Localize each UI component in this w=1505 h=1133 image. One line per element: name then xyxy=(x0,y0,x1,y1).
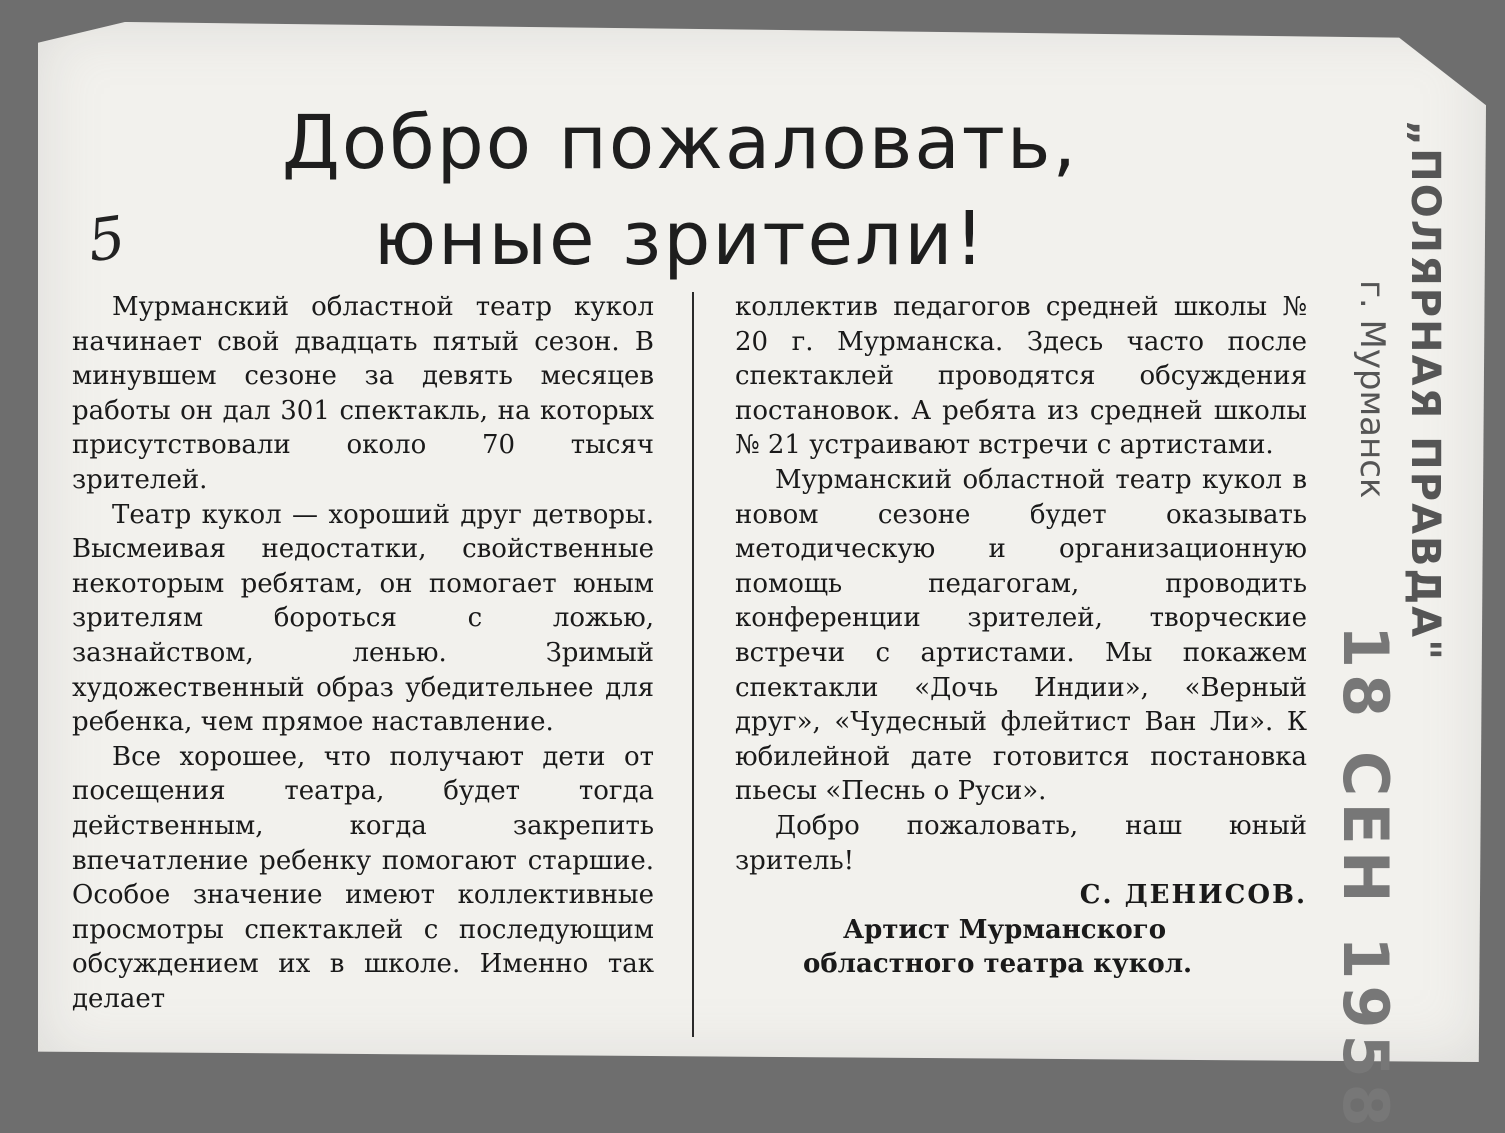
headline-line-2: юные зрители! xyxy=(373,196,987,282)
article-column-right xyxy=(735,290,1307,982)
paragraph: Добро пожаловать, наш юный зритель! xyxy=(735,810,1307,876)
author-name: С. ДЕНИСОВ. xyxy=(1079,880,1307,911)
paragraph: Театр кукол — хороший друг детворы. Высмеивая недостатки, свойственные некоторым ребятам, он помогает юным зрителям бороться с ложью, зазнайством, ленью. Зримый художественный образ убедительнее для ребенка, чем прямое наставление. xyxy=(72,499,654,738)
headline-line-1: Добро пожаловать, xyxy=(282,100,1078,186)
newspaper-stamp xyxy=(1329,120,1480,1133)
handwritten-page-number: 5 xyxy=(83,202,130,276)
paragraph: Все хорошее, что получают дети от посещения театра, будет тогда действенным, когда закрепить впечатление ребенку помогают старшие. Особое значение имеют коллективные просмотры спектаклей с последующим обсуждением их в школе. Именно так делает xyxy=(72,741,654,1014)
author-title: Артист Мурманского областного театра кукол. xyxy=(803,914,1193,980)
stamp-newspaper-name: „ПОЛЯРНАЯ ПРАВДА" xyxy=(1402,120,1448,662)
paragraph: Мурманский областной театр кукол начинает свой двадцать пятый сезон. В минувшем сезоне за девять месяцев работы он дал 301 спектакль, на которых присутствовали около 70 тысяч зрителей. xyxy=(72,292,654,495)
article-headline xyxy=(180,95,1180,287)
stamp-city: г. Мурманск xyxy=(1352,280,1392,499)
paragraph: коллектив педагогов средней школы № 20 г. Мурманска. Здесь часто после спектаклей проводятся обсуждения постановок. А ребята из средней школы № 21 устраивают встречи с артистами. xyxy=(735,292,1307,461)
column-divider xyxy=(692,292,694,1037)
article-column-left xyxy=(72,290,654,1016)
stamp-date: 18 СЕН 1958 xyxy=(1329,625,1402,1133)
paragraph: Мурманский областной театр кукол в новом сезоне будет оказывать методическую и организационную помощь педагогам, проводить конференции зрителей, творческие встречи с артистами. Мы покажем спектакли «Дочь Индии», «Верный друг», «Чудесный флейтист Ван Ли». К юбилейной дате готовится постановка пьесы «Песнь о Руси». xyxy=(735,464,1307,807)
